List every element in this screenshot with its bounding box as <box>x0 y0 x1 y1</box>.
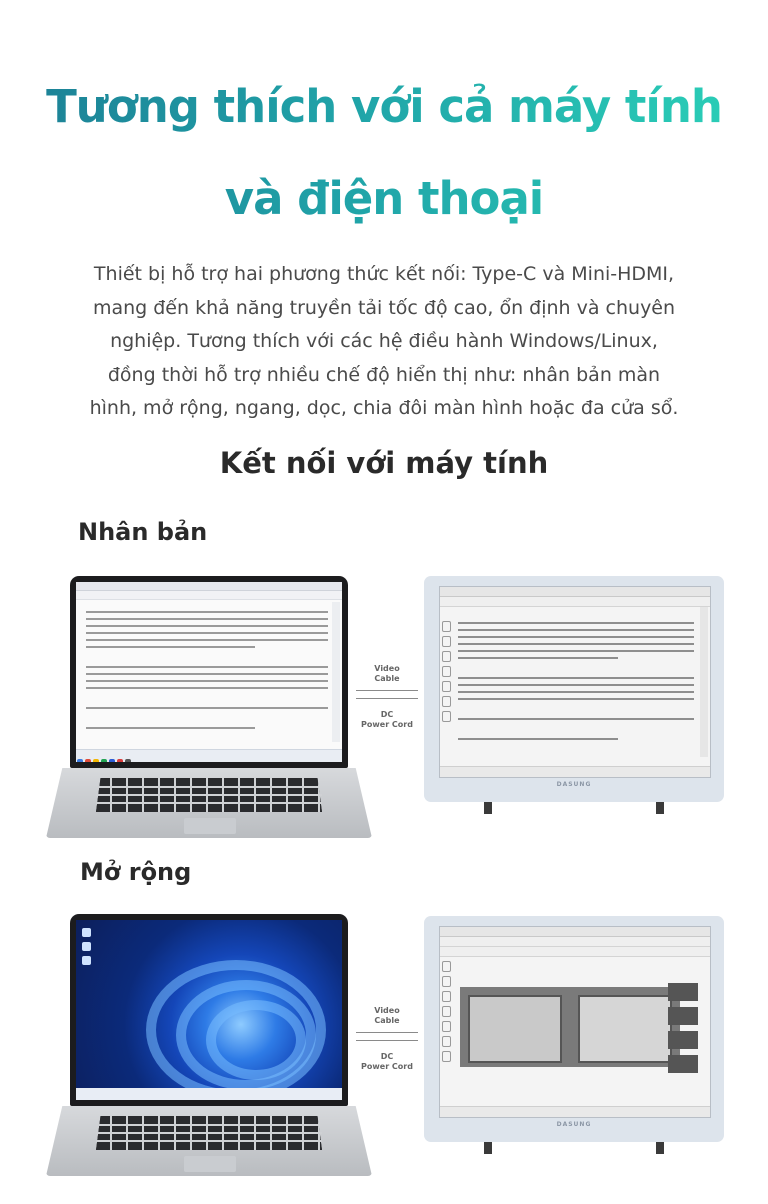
description-line: hình, mở rộng, ngang, dọc, chia đôi màn hình hoặc đa cửa sổ. <box>89 397 679 419</box>
laptop-screen-wallpaper <box>76 920 342 1100</box>
power-cord-label: DC Power Cord <box>361 1052 413 1071</box>
description <box>40 258 728 426</box>
laptop-illustration <box>42 572 382 842</box>
laptop-illustration <box>42 910 382 1180</box>
eink-monitor <box>424 576 724 816</box>
description-line: Thiết bị hỗ trợ hai phương thức kết nối: Type-C và Mini-HDMI, <box>93 263 675 285</box>
headline-line-2: và điện thoại <box>0 172 768 225</box>
laptop-screen-document <box>76 582 342 762</box>
mode-label-extend: Mở rộng <box>80 858 192 886</box>
eink-monitor <box>424 916 724 1156</box>
headline-line-1: Tương thích với cả máy tính <box>0 80 768 133</box>
description-line: mang đến khả năng truyền tải tốc độ cao, ổn định và chuyên <box>92 296 676 319</box>
monitor-brand: DASUNG <box>556 1121 592 1128</box>
monitor-screen-document <box>439 586 711 778</box>
monitor-screen-browser <box>439 926 711 1118</box>
monitor-brand: DASUNG <box>556 781 592 788</box>
laptop-lid <box>70 576 348 768</box>
description-line: nghiệp. Tương thích với các hệ điều hành Windows/Linux, <box>110 330 658 352</box>
section-title: Kết nối với máy tính <box>219 446 549 480</box>
power-cord-label: DC Power Cord <box>361 710 413 729</box>
video-cable-label: Video Cable <box>374 1006 400 1025</box>
touchpad <box>184 1156 236 1172</box>
laptop-lid <box>70 914 348 1106</box>
mode-label-mirror: Nhân bản <box>78 518 208 546</box>
video-cable-label: Video Cable <box>374 664 400 683</box>
touchpad <box>184 818 236 834</box>
description-line: đồng thời hỗ trợ nhiều chế độ hiển thị như: nhân bản màn <box>107 363 661 386</box>
